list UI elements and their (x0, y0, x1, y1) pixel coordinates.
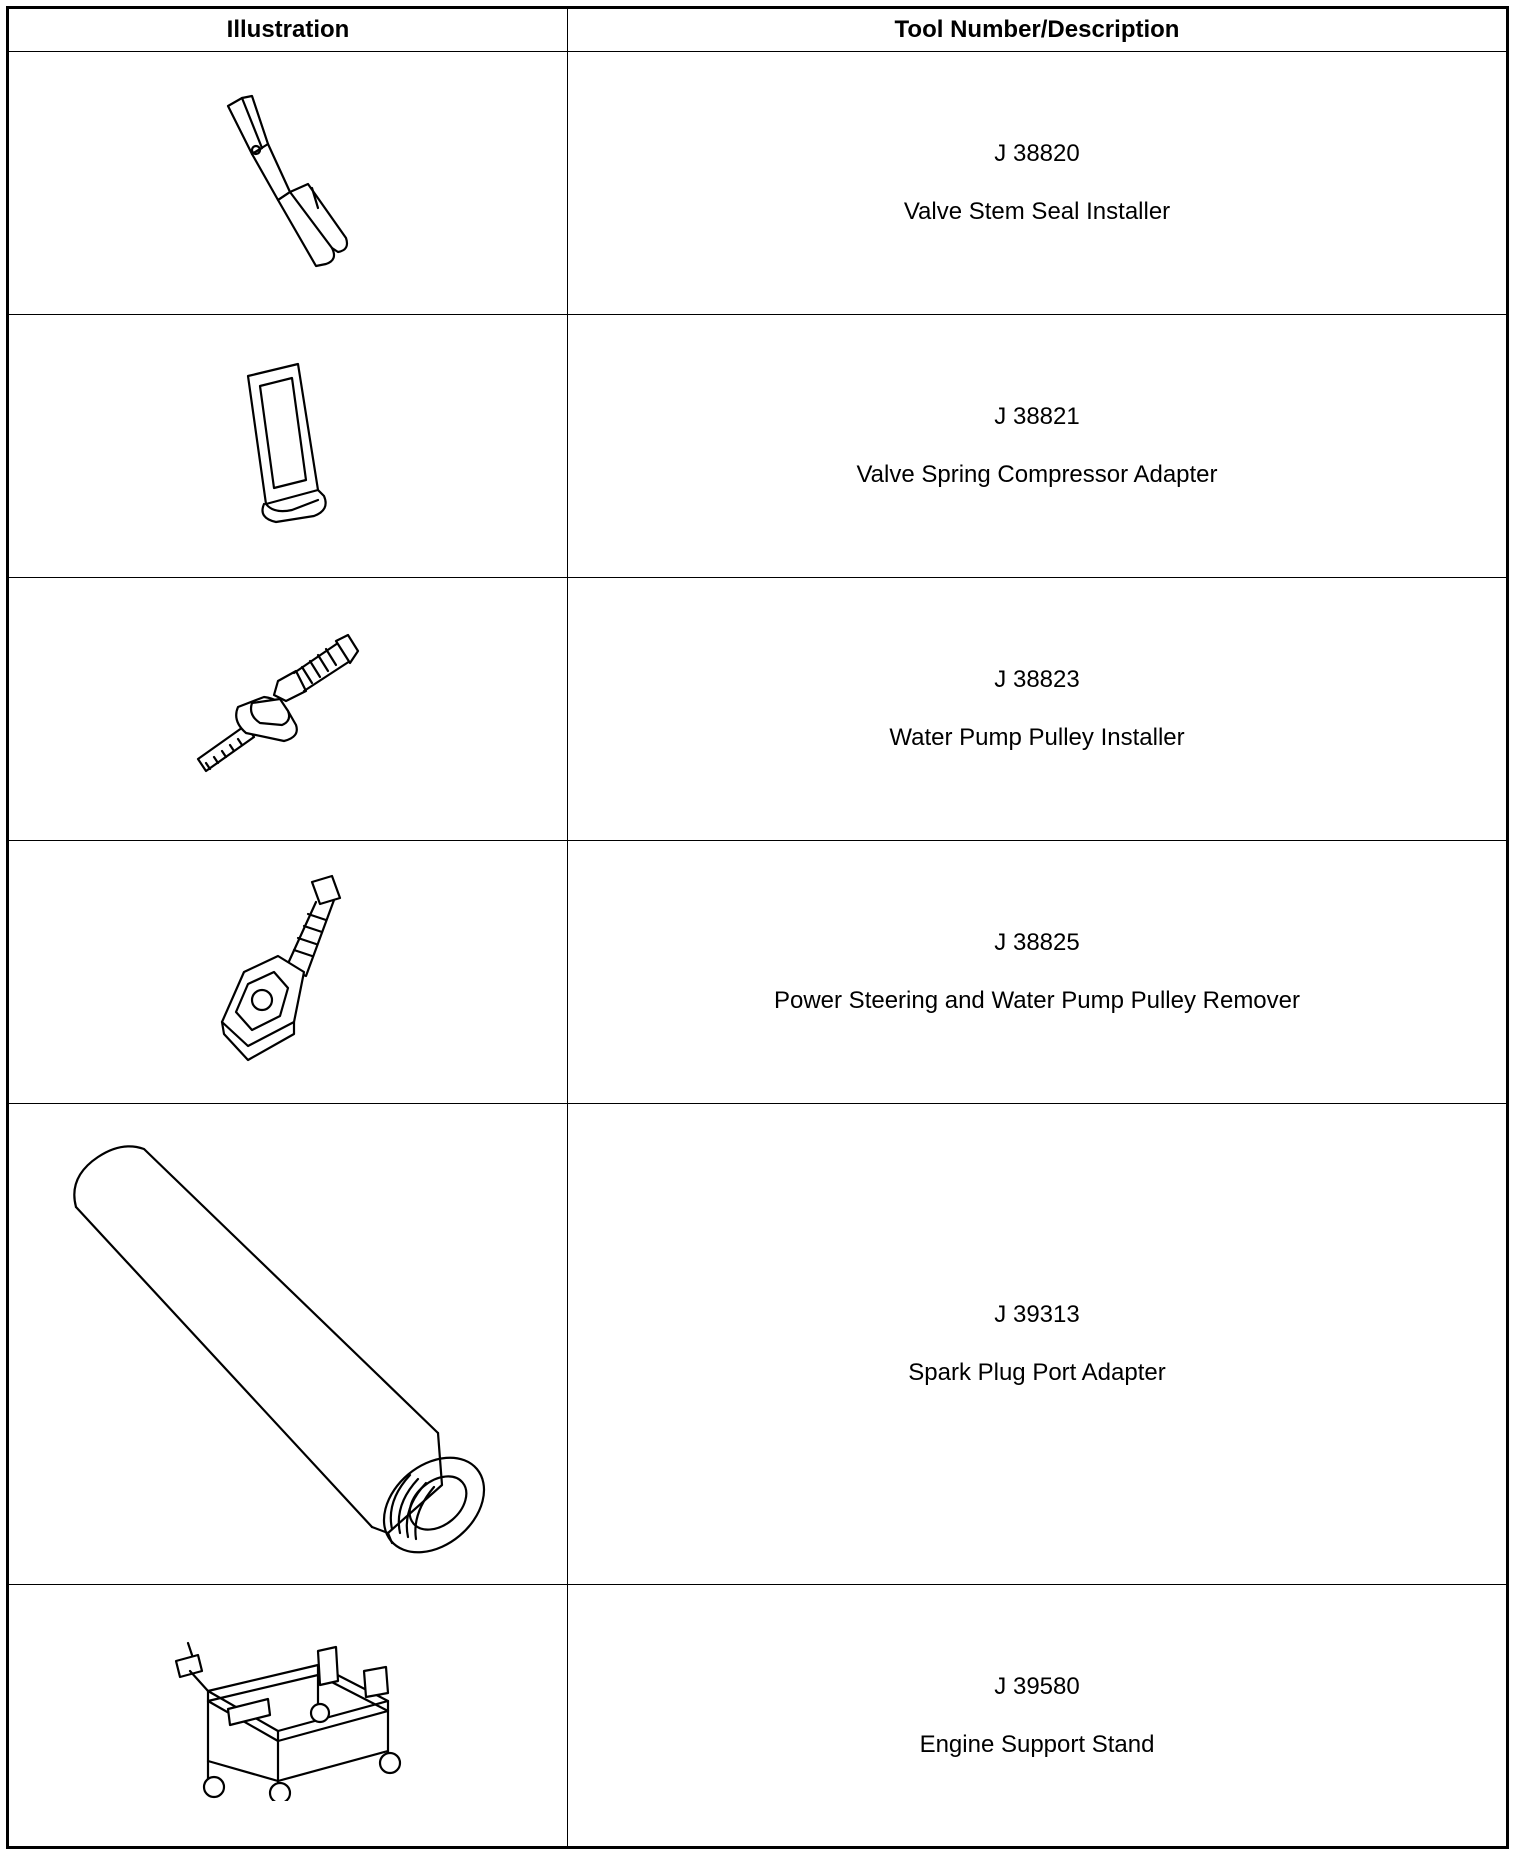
table-row (8, 315, 1508, 578)
description-column-header: Tool Number/Description (568, 8, 1508, 52)
tool-number: J 39313 (994, 1301, 1080, 1328)
table-row (8, 52, 1508, 315)
description-cell (568, 841, 1508, 1104)
description-cell (568, 52, 1508, 315)
illustration-cell (8, 841, 568, 1104)
tool-number: J 38823 (994, 666, 1080, 693)
tool-number: J 38825 (994, 929, 1080, 956)
water-pump-pulley-installer-icon (188, 629, 388, 789)
valve-spring-compressor-adapter-icon (218, 356, 358, 536)
table-row (8, 1104, 1508, 1585)
illustration-cell (8, 52, 568, 315)
tool-name: Valve Stem Seal Installer (903, 198, 1171, 225)
tool-name: Engine Support Stand (919, 1730, 1155, 1758)
tool-number: J 39580 (994, 1672, 1080, 1700)
table-row (8, 1585, 1508, 1848)
description-cell (568, 1585, 1508, 1848)
illustration-cell (8, 1585, 568, 1848)
table-header-row (8, 8, 1508, 52)
engine-support-stand-icon (168, 1631, 408, 1801)
table-row (8, 841, 1508, 1104)
description-cell (568, 315, 1508, 578)
table-row (8, 578, 1508, 841)
tool-number: J 38820 (994, 140, 1080, 167)
illustration-column-header: Illustration (8, 8, 568, 52)
spark-plug-port-adapter-icon (58, 1129, 518, 1559)
illustration-cell (8, 315, 568, 578)
tool-number: J 38821 (994, 403, 1080, 430)
illustration-cell (8, 578, 568, 841)
illustration-cell (8, 1104, 568, 1585)
description-cell (568, 578, 1508, 841)
tool-name: Valve Spring Compressor Adapter (856, 461, 1218, 488)
description-cell (568, 1104, 1508, 1585)
tool-name: Spark Plug Port Adapter (908, 1359, 1166, 1386)
valve-stem-seal-installer-pliers-icon (208, 88, 368, 278)
special-tools-table (6, 6, 1509, 1849)
tool-name: Power Steering and Water Pump Pulley Remover (773, 987, 1300, 1014)
tool-name: Water Pump Pulley Installer (889, 724, 1185, 751)
pulley-remover-icon (208, 872, 368, 1072)
